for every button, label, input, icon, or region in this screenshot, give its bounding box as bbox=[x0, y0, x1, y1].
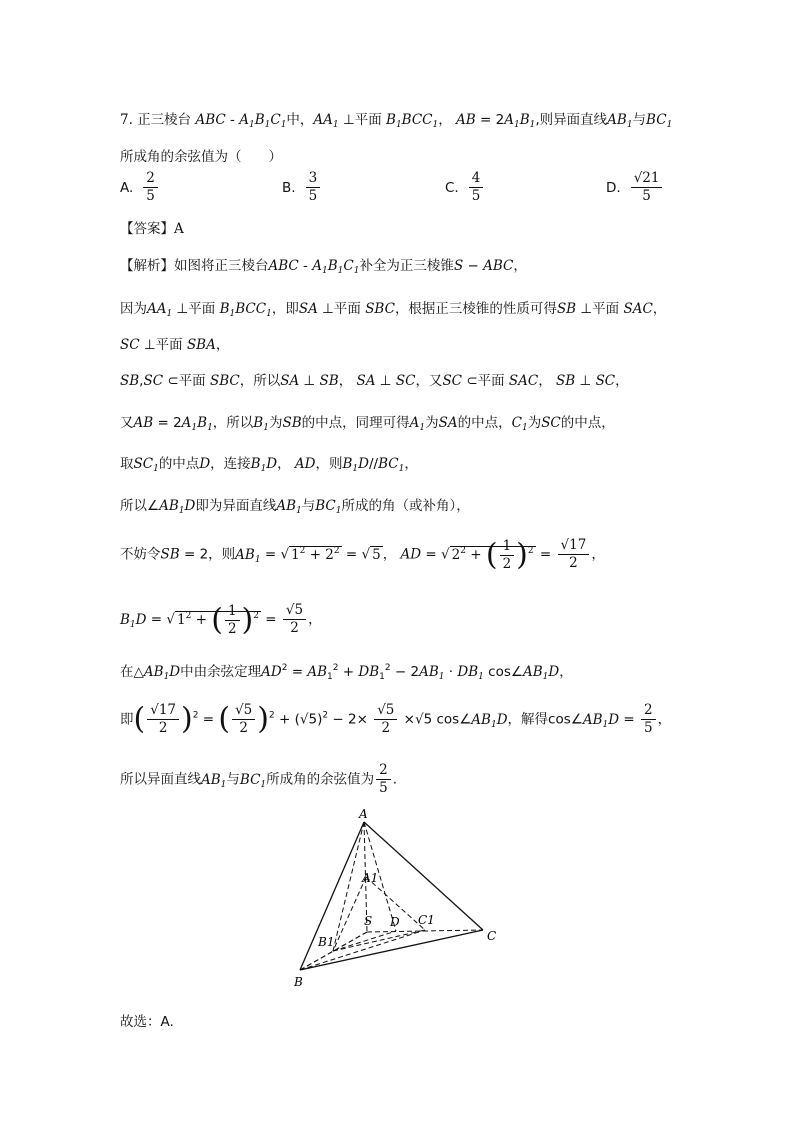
edge-ab1 bbox=[333, 822, 364, 951]
question-text: 正三棱台 bbox=[137, 112, 192, 128]
analysis-line-11: 即( $\frac{√17}{2}$ )$^2$ = ( $\frac{√5}{2}$ )$^2 + (√5)^2 - 2\times$ $\frac{√5}{2}$ ×√5 $\cos\angle AB_1D$，解得$\cos\angle AB_1D$ = $\frac{2}{5}$ ， bbox=[120, 701, 672, 737]
question-line-2: 所成角的余弦值为（ ） bbox=[120, 149, 282, 165]
question-number: 7. bbox=[120, 112, 133, 128]
label-d: D bbox=[390, 915, 400, 929]
answer-label: 【答案】 bbox=[120, 221, 174, 237]
conclusion-line: 故选：A. bbox=[120, 1014, 174, 1030]
analysis-line-7: 所以$\angle AB_1D$即为异面直线$AB_1$与$BC_1$所成的角（或补角）， bbox=[120, 498, 470, 516]
analysis-line-10: 在$\triangle AB_1D$中由余弦定理$AD^2 = AB_1^2 + DB_1^2 - 2AB_1 \cdot DB_1$ $\cos\angle AB_1D$， bbox=[120, 663, 573, 682]
label-b1: B1 bbox=[318, 935, 335, 949]
pyramid-figure bbox=[280, 800, 520, 1000]
label-c: C bbox=[487, 929, 497, 943]
label-c1: C1 bbox=[418, 913, 435, 927]
label-s: S bbox=[364, 914, 373, 928]
edge-a1b1 bbox=[333, 877, 366, 951]
question-line-1: 7. 正三棱台 ABC - $A_1B_1C_1$中，$AA_1$ ⊥平面 $B_1BCC_1$， AB = $2A_1B_1$,则异面直线$AB_1$与$BC_1$ bbox=[120, 112, 673, 130]
analysis-line-3: SC ⊥平面 SBA， bbox=[120, 337, 230, 353]
answer-value: A bbox=[174, 221, 184, 237]
analysis-label: 【解析】 bbox=[120, 258, 174, 274]
edge-b1c1 bbox=[333, 930, 425, 951]
analysis-line-5: 又AB = $2A_1B_1$，所以$B_1$为SB的中点，同理可得$A_1$为SA的中点，$C_1$为SC的中点， bbox=[120, 415, 615, 433]
option-b[interactable]: B. $\frac{3}{5}$ bbox=[282, 170, 322, 205]
option-c[interactable]: C. $\frac{4}{5}$ bbox=[445, 170, 485, 205]
analysis-line-6: 取$SC_1$的中点D，连接$B_1D$， AD，则$B_1D//BC_1$， bbox=[120, 456, 418, 474]
label-a: A bbox=[359, 807, 368, 821]
option-a[interactable]: A. $\frac{2}{5}$ bbox=[120, 170, 160, 205]
analysis-line-2: 因为$AA_1$ ⊥平面 $B_1BCC_1$，即SA ⊥平面 SBC，根据正三棱锥的性质可得SB ⊥平面 SAC， bbox=[120, 301, 667, 319]
analysis-line-12: 所以异面直线$AB_1$与$BC_1$所成角的余弦值为 $\frac{2}{5}$ . bbox=[120, 762, 398, 796]
answer-line bbox=[120, 217, 184, 237]
label-a1: A1 bbox=[362, 871, 379, 885]
analysis-line-9: $B_1D$ = √ $1^2$ + ( $\frac{1}{2}$ )$^2$ = $\frac{√5}{2}$ ， bbox=[120, 602, 322, 637]
analysis-line-4: SB,SC ⊂平面 SBC，所以SA ⊥ SB， SA ⊥ SC，又SC ⊂平面 SAC， SB ⊥ SC， bbox=[120, 373, 629, 389]
option-d[interactable]: D. $\frac{√21}{5}$ bbox=[606, 170, 664, 205]
analysis-line-1: 【解析】如图将正三棱台ABC - $A_1B_1C_1$补全为正三棱锥S − ABC， bbox=[120, 258, 527, 276]
edge-b1d bbox=[333, 931, 396, 951]
label-b: B bbox=[294, 975, 303, 989]
analysis-line-8: 不妨令SB = 2，则$AB_1$ = √ $1^2 + 2^2$ = √ 5 ， AD = √ $2^2$ + ( $\frac{1}{2}$ )$^2$ = $\frac{√17}{2}$ ， bbox=[120, 537, 605, 572]
